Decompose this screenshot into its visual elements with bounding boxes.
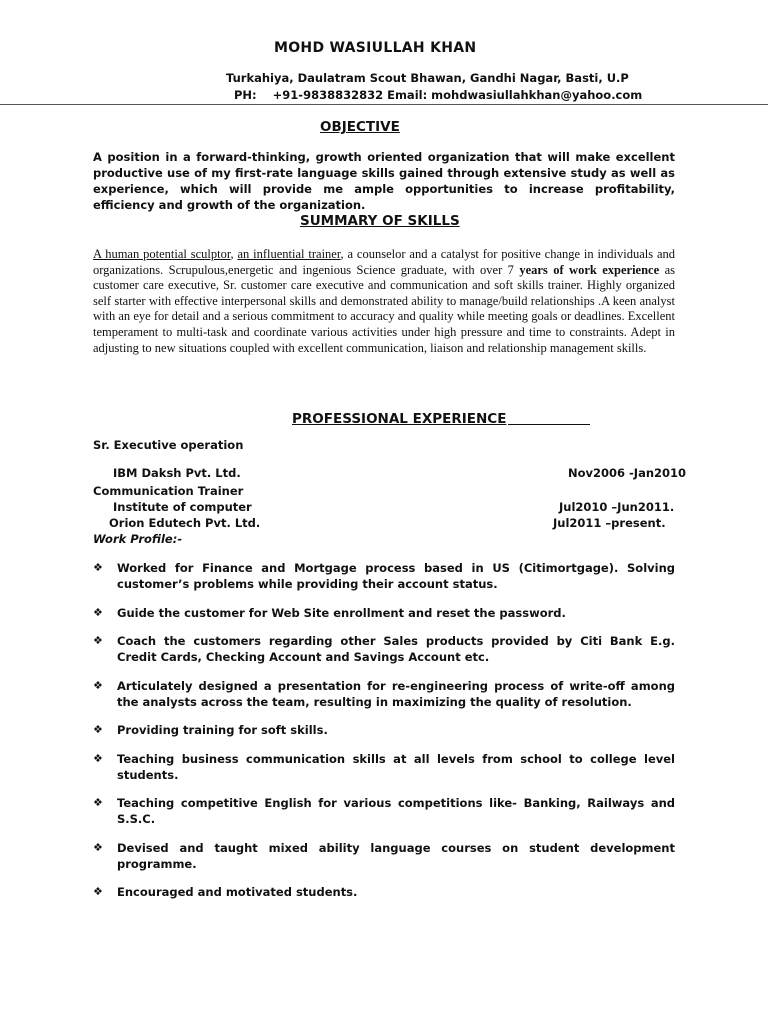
summary-text-part-1: , a counselor and a catalyst for positive change in individuals and organizations. Scrupulous,energetic and ingenious Science graduate, with over 7 <box>93 247 675 277</box>
experience-heading-wrap <box>292 408 590 427</box>
address-line: Turkahiya, Daulatram Scout Bhawan, Gandhi Nagar, Basti, U.P <box>226 71 629 85</box>
summary-separator: , <box>230 247 238 261</box>
role-title-2: Communication Trainer <box>93 484 244 498</box>
diamond-bullet-icon: ❖ <box>93 634 103 647</box>
experience-heading: PROFESSIONAL EXPERIENCE <box>292 411 507 427</box>
candidate-name: MOHD WASIULLAH KHAN <box>274 40 477 56</box>
summary-text-part-2: as customer care executive, Sr. customer care executive and communication and soft skills trainer. Highly organized self starter with effective interpersonal skills and demonstrated ability to manage/build relationships .A keen analyst with an eye for detail and a serious commitment to accuracy and quality while meeting goals or deadlines. Excellent temperament to multi-task and coordinate various activities under high pressure and time to constraints. Adept in adjusting to new situations coupled with excellent communication, liaison and relationship management skills. <box>93 262 675 355</box>
list-item: ❖ Guide the customer for Web Site enrollment and reset the password. <box>93 605 566 620</box>
objective-heading: OBJECTIVE <box>320 119 400 135</box>
diamond-bullet-icon: ❖ <box>93 605 103 619</box>
diamond-bullet-icon: ❖ <box>93 796 103 809</box>
list-item: ❖ Coach the customers regarding other Sales products provided by Citi Bank E.g. Credit Cards, Checking Account and Savings Account etc. <box>93 634 675 664</box>
contact-line <box>234 88 642 102</box>
list-item: ❖ Teaching competitive English for various competitions like- Banking, Railways and S.S.C. <box>93 796 675 826</box>
list-item: ❖ Encouraged and motivated students. <box>93 885 358 899</box>
list-item: ❖ Articulately designed a presentation for re-engineering process of write-off among the analysts across the team, resulting in maximizing the quality of resolution. <box>93 678 675 709</box>
summary-underline-2: an influential trainer <box>237 247 341 261</box>
date-range-3: Jul2011 –present. <box>553 516 666 530</box>
date-range-2: Jul2010 –Jun2011. <box>559 500 675 514</box>
work-profile-list <box>93 560 675 913</box>
objective-text: A position in a forward-thinking, growth oriented organization that will make excellent productive use of my first-rate language skills gained through extensive study as well as experience, which will provide me ample opportunities to increase profitability, efficiency and growth of the organization. <box>93 150 675 212</box>
employer-1: IBM Daksh Pvt. Ltd. <box>113 466 241 480</box>
date-range-1: Nov2006 -Jan2010 <box>568 466 687 480</box>
role-title-1: Sr. Executive operation <box>93 438 244 452</box>
diamond-bullet-icon: ❖ <box>93 678 103 692</box>
work-profile-label: Work Profile:- <box>93 532 183 546</box>
summary-underline-1: A human potential sculptor <box>93 247 231 261</box>
heading-underline-tail <box>508 414 590 425</box>
diamond-bullet-icon: ❖ <box>93 840 103 854</box>
summary-heading: SUMMARY OF SKILLS <box>300 213 460 229</box>
header-divider <box>0 104 768 105</box>
diamond-bullet-icon: ❖ <box>93 723 103 736</box>
diamond-bullet-icon: ❖ <box>93 561 103 574</box>
employer-2: Institute of computer <box>113 500 252 514</box>
list-item: ❖ Providing training for soft skills. <box>93 723 328 737</box>
summary-text <box>93 247 675 356</box>
diamond-bullet-icon: ❖ <box>93 751 103 765</box>
phone-email: +91-9838832832 Email: mohdwasiullahkhan@yahoo.com <box>272 88 643 102</box>
list-item: ❖ Devised and taught mixed ability language courses on student development programme. <box>93 840 675 871</box>
phone-label: PH: <box>234 88 257 102</box>
list-item: ❖ Worked for Finance and Mortgage process based in US (Citimortgage). Solving customer’s problems while providing their account status. <box>93 561 675 591</box>
diamond-bullet-icon: ❖ <box>93 885 103 898</box>
list-item: ❖ Teaching business communication skills at all levels from school to college level students. <box>93 751 675 782</box>
employer-3: Orion Edutech Pvt. Ltd. <box>109 516 261 530</box>
summary-bold-years: years of work experience <box>519 262 660 277</box>
